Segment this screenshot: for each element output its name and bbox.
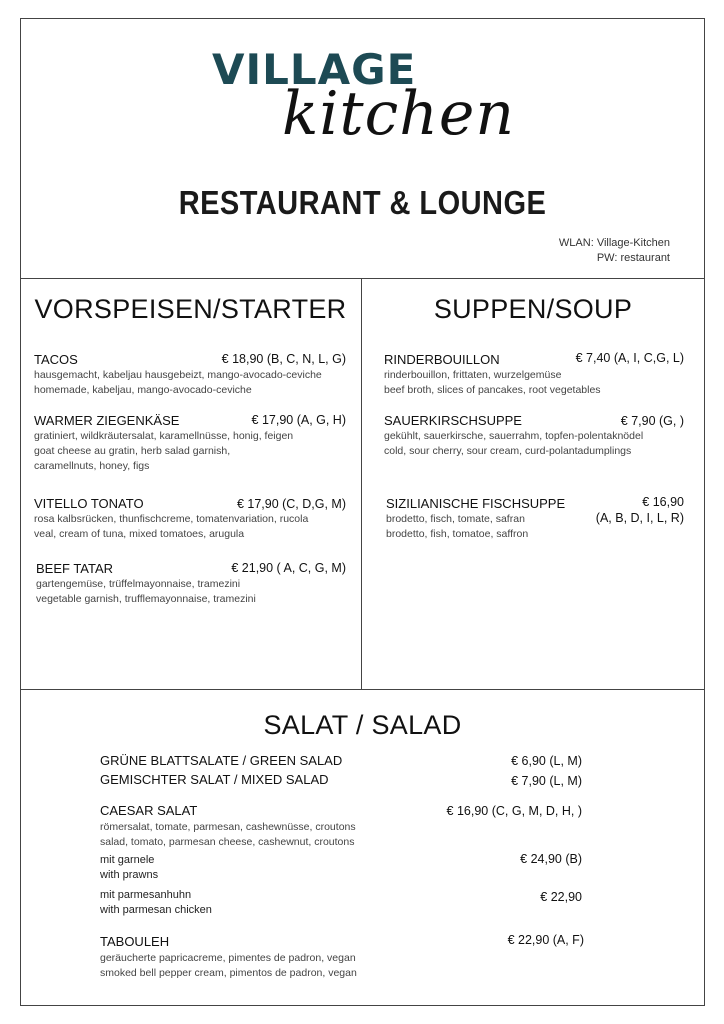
soups-heading: SUPPEN/SOUP [433,294,633,324]
item-desc-de: rosa kalbsrücken, thunfischcreme, tomatenvariation, rucola [34,513,309,525]
menu-item-fischsuppe [386,496,565,542]
item-name: BEEF TATAR [36,561,114,576]
item-price: € 17,90 (A, G, H) [251,413,346,427]
item-name: SIZILIANISCHE FISCHSUPPE [386,496,566,511]
item-name: WARMER ZIEGENKÄSE [34,413,180,428]
divider-salad [20,689,705,690]
item-desc-de: römersalat, tomate, parmesan, cashewnüsse, croutons [100,821,356,833]
item-desc-en: goat cheese au gratin, herb salad garnish, [34,445,231,457]
item-option-de: mit parmesanhuhn [100,889,192,901]
item-desc-de: gekühlt, sauerkirsche, sauerrahm, topfen-polentaknödel [384,430,644,442]
menu-item-beef-tatar [36,561,256,607]
item-name: TABOULEH [100,934,170,949]
item-desc-en: veal, cream of tuna, mixed tomatoes, arugula [34,528,245,540]
item-price: € 6,90 (L, M) [511,754,582,768]
item-option-en: with prawns [100,869,159,881]
wifi-info [559,236,670,266]
item-desc-en: beef broth, slices of pancakes, root vegetables [384,384,601,396]
item-desc-en: homemade, kabeljau, mango-avocado-ceviche [34,384,252,396]
page-title: RESTAURANT & LOUNGE [178,184,547,221]
item-price: € 16,90 (C, G, M, D, H, ) [446,804,582,818]
item-name: GEMISCHTER SALAT / MIXED SALAD [100,772,329,787]
item-name: RINDERBOUILLON [384,352,500,367]
item-desc-de: brodetto, fisch, tomate, safran [386,513,525,525]
item-desc-de: hausgemacht, kabeljau hausgebeizt, mango-avocado-ceviche [34,369,322,381]
menu-item-sauerkirschsuppe [384,413,643,459]
menu-item-green-salad [100,752,342,770]
item-price: € 7,40 (A, I, C,G, L) [575,351,684,365]
menu-item-tabouleh [100,933,357,981]
item-name: TACOS [34,352,78,367]
menu-item-mixed-salad [100,771,329,789]
item-desc-de: rinderbouillon, frittaten, wurzelgemüse [384,369,562,381]
item-allergens: (A, B, D, I, L, R) [595,511,684,525]
divider-columns [361,278,362,689]
item-desc-de: geräucherte papricacreme, pimentes de padron, vegan [100,952,356,964]
wifi-password: PW: restaurant [596,252,670,264]
item-option-en: with parmesan chicken [100,904,212,916]
menu-item-with-chicken [100,888,212,918]
item-desc-en: cold, sour cherry, sour cream, curd-polantadumplings [384,445,632,457]
item-desc-en: smoked bell pepper cream, pimentos de padron, vegan [100,967,357,979]
item-desc-de: gartengemüse, trüffelmayonnaise, tramezini [36,578,241,590]
item-price [596,494,684,526]
item-desc-en: brodetto, fish, tomatoe, saffron [386,528,529,540]
item-price: € 7,90 (L, M) [511,774,582,788]
menu-item-rinderbouillon [384,352,601,398]
item-name: CAESAR SALAT [100,803,198,818]
item-desc-en: salad, tomato, parmesan cheese, cashewnut, croutons [100,836,355,848]
starters-heading: VORSPEISEN/STARTER [34,294,347,324]
item-price: € 22,90 [540,890,582,904]
divider-header [20,278,705,279]
item-price: € 7,90 (G, ) [620,414,684,428]
logo-village-text: VILLAGE [212,45,417,94]
item-price: € 21,90 ( A, C, G, M) [231,561,346,575]
item-desc-de: gratiniert, wildkräutersalat, karamellnüsse, honig, feigen [34,430,294,442]
item-name: VITELLO TONATO [34,496,144,511]
item-option-de: mit garnele [100,854,155,866]
item-price: € 18,90 (B, C, N, L, G) [221,352,346,366]
logo-kitchen-script: kitchen [282,79,516,149]
item-price: € 24,90 (B) [520,852,582,866]
item-name: SAUERKIRSCHSUPPE [384,413,522,428]
item-desc-en-2: caramellnuts, honey, figs [34,460,150,472]
wifi-network: WLAN: Village-Kitchen [558,237,670,249]
item-price: € 17,90 (C, D,G, M) [236,497,346,511]
item-price: € 22,90 (A, F) [507,933,584,947]
item-price-value: € 16,90 [642,495,684,509]
menu-item-with-prawns [100,853,158,883]
menu-item-caesar-salat [100,802,356,850]
item-name: GRÜNE BLATTSALATE / GREEN SALAD [100,753,343,768]
item-desc-en: vegetable garnish, trufflemayonnaise, tramezini [36,593,256,605]
salads-heading: SALAT / SALAD [263,710,462,740]
